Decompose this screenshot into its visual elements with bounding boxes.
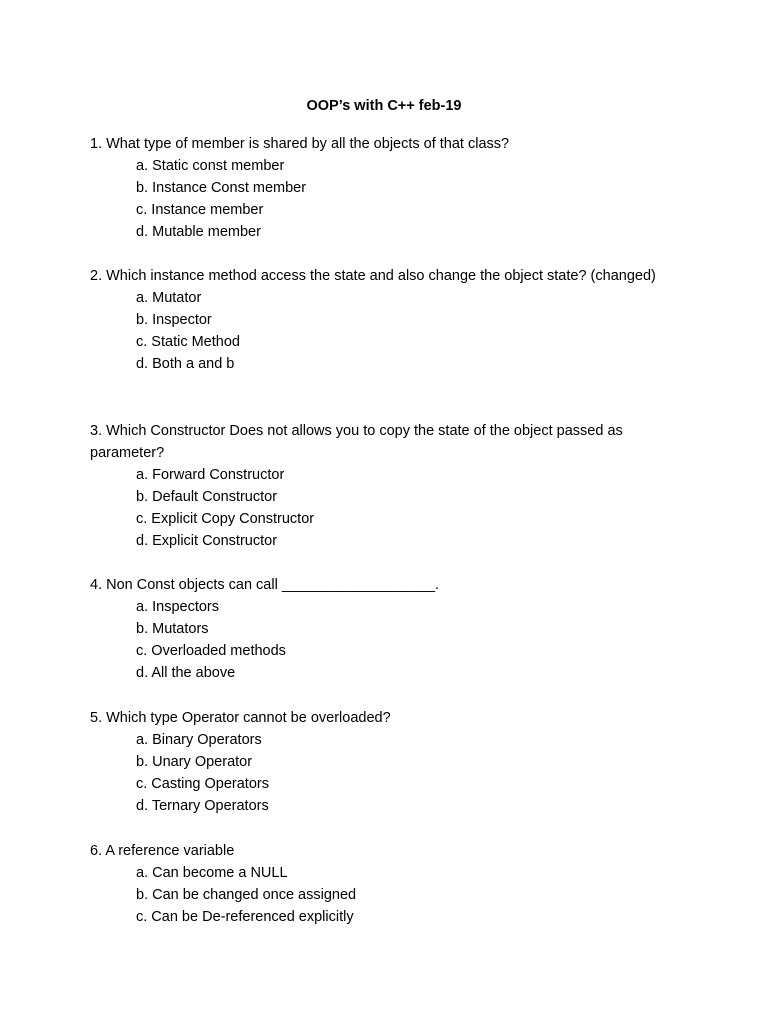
option-b: b. Mutators xyxy=(136,621,209,637)
question-6 xyxy=(90,840,690,928)
option-c: c. Static Method xyxy=(136,334,240,350)
option-b: b. Instance Const member xyxy=(136,180,307,196)
question-3 xyxy=(90,420,690,552)
option-a: a. Forward Constructor xyxy=(136,467,285,483)
question-1 xyxy=(90,133,690,243)
option-c: c. Casting Operators xyxy=(136,776,269,792)
option-d: d. Explicit Constructor xyxy=(136,533,278,549)
option-a: a. Static const member xyxy=(136,158,285,174)
option-d: d. Mutable member xyxy=(136,224,261,240)
option-list xyxy=(90,464,690,552)
question-5 xyxy=(90,707,690,817)
option-list xyxy=(90,596,690,684)
option-c: c. Overloaded methods xyxy=(136,643,286,659)
question-text: 2. Which instance method access the state and also change the object state? (changed) xyxy=(90,268,656,284)
option-c: c. Can be De-referenced explicitly xyxy=(136,909,354,925)
option-list xyxy=(90,287,690,375)
option-a: a. Binary Operators xyxy=(136,732,262,748)
question-4 xyxy=(90,574,690,684)
option-b: b. Inspector xyxy=(136,312,212,328)
option-d: d. All the above xyxy=(136,665,236,681)
option-list xyxy=(90,729,690,817)
option-b: b. Can be changed once assigned xyxy=(136,887,357,903)
option-a: a. Inspectors xyxy=(136,599,220,615)
option-c: c. Instance member xyxy=(136,202,264,218)
option-d: d. Ternary Operators xyxy=(136,798,269,814)
option-d: d. Both a and b xyxy=(136,356,235,372)
question-text: 4. Non Const objects can call ___________________. xyxy=(90,577,440,593)
option-c: c. Explicit Copy Constructor xyxy=(136,511,315,527)
question-text: 5. Which type Operator cannot be overloaded? xyxy=(90,710,391,726)
option-list xyxy=(90,155,690,243)
option-a: a. Mutator xyxy=(136,290,202,306)
option-b: b. Unary Operator xyxy=(136,754,253,770)
question-text: 6. A reference variable xyxy=(90,843,235,859)
document-title: OOP’s with C++ feb-19 xyxy=(306,98,462,114)
question-text: 1. What type of member is shared by all the objects of that class? xyxy=(90,136,510,152)
option-b: b. Default Constructor xyxy=(136,489,278,505)
option-list xyxy=(90,862,690,928)
question-text: 3. Which Constructor Does not allows you to copy the state of the object passed as parameter? xyxy=(90,423,623,461)
option-a: a. Can become a NULL xyxy=(136,865,288,881)
question-2 xyxy=(90,265,690,375)
